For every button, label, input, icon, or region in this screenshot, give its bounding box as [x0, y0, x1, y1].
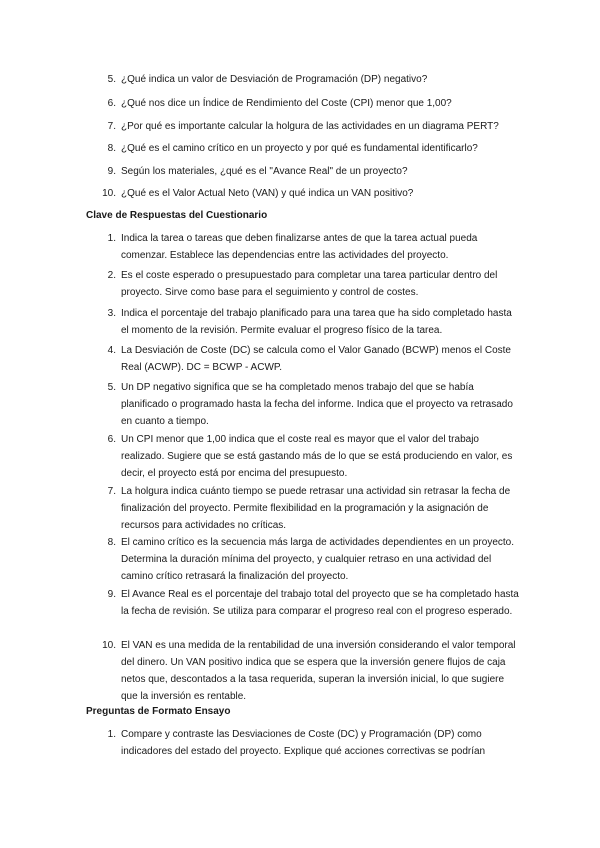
- question-number: 6.: [107, 98, 116, 109]
- answer-number: 2.: [107, 270, 116, 281]
- answer-text: El camino crítico es la secuencia más larga de actividades dependientes en un proyecto. Determina la duración mínima del proyecto, y cualquier retraso en una actividad del camino crítico retrasará la finalización del proyecto.: [121, 537, 515, 582]
- answer-number: 5.: [107, 382, 116, 393]
- answer-text: Indica la tarea o tareas que deben finalizarse antes de que la tarea actual pueda comenzar. Establece las dependencias entre las actividades del proyecto.: [121, 233, 478, 261]
- question-number: 7.: [107, 121, 116, 132]
- answer-number: 9.: [107, 589, 116, 600]
- answer-text: Es el coste esperado o presupuestado para completar una tarea particular dentro del proyecto. Sirve como base para el seguimiento y control de costes.: [121, 270, 498, 298]
- answer-key-heading: Clave de Respuestas del Cuestionario: [86, 210, 268, 221]
- question-text: ¿Qué indica un valor de Desviación de Programación (DP) negativo?: [121, 74, 428, 85]
- answer-text: El Avance Real es el porcentaje del trabajo total del proyecto que se ha completado hasta la fecha de revisión. Se utiliza para comparar el progreso real con el progreso esperado.: [121, 589, 519, 617]
- question-number: 9.: [107, 166, 116, 177]
- answer-number: 1.: [107, 233, 116, 244]
- essay-text: Compare y contraste las Desviaciones de Coste (DC) y Programación (DP) como indicadores del estado del proyecto. Explique qué acciones correctivas se podrían: [121, 729, 486, 757]
- essay-heading: Preguntas de Formato Ensayo: [86, 706, 231, 717]
- answer-text: Un CPI menor que 1,00 indica que el coste real es mayor que el valor del trabajo realizado. Sugiere que se está gastando más de lo que se está produciendo en valor, es decir, el proyecto está por encima del presupuesto.: [121, 434, 513, 479]
- answer-number: 10.: [102, 640, 116, 651]
- answer-text: Un DP negativo significa que se ha completado menos trabajo del que se había planificado o programado hasta la fecha del informe. Indica que el proyecto va retrasado en cuanto a tiempo.: [121, 382, 513, 427]
- question-text: Según los materiales, ¿qué es el "Avance Real" de un proyecto?: [121, 166, 408, 177]
- answer-text: La Desviación de Coste (DC) se calcula como el Valor Ganado (BCWP) menos el Coste Real (ACWP). DC = BCWP - ACWP.: [121, 345, 511, 373]
- answer-number: 3.: [107, 308, 116, 319]
- answer-number: 7.: [107, 486, 116, 497]
- answer-number: 8.: [107, 537, 116, 548]
- question-text: ¿Por qué es importante calcular la holgura de las actividades en un diagrama PERT?: [121, 121, 499, 132]
- essay-number: 1.: [107, 729, 116, 740]
- question-number: 8.: [107, 143, 116, 154]
- answer-text: Indica el porcentaje del trabajo planificado para una tarea que ha sido completado hasta el momento de la revisión. Permite evaluar el progreso físico de la tarea.: [121, 308, 512, 336]
- question-text: ¿Qué es el Valor Actual Neto (VAN) y qué indica un VAN positivo?: [121, 188, 414, 199]
- question-number: 5.: [107, 74, 116, 85]
- question-number: 10.: [102, 188, 116, 199]
- question-text: ¿Qué nos dice un Índice de Rendimiento del Coste (CPI) menor que 1,00?: [121, 98, 452, 109]
- answer-number: 4.: [107, 345, 116, 356]
- answer-text: El VAN es una medida de la rentabilidad de una inversión considerando el valor temporal del dinero. Un VAN positivo indica que se espera que la inversión genere flujos de caja netos que, descontados a la tasa requerida, superan la inversión inicial, lo que sugiere que la inversión es rentable.: [121, 640, 516, 702]
- answer-number: 6.: [107, 434, 116, 445]
- question-text: ¿Qué es el camino crítico en un proyecto y por qué es fundamental identificarlo?: [121, 143, 478, 154]
- answer-text: La holgura indica cuánto tiempo se puede retrasar una actividad sin retrasar la fecha de finalización del proyecto. Permite flexibilidad en la programación y la asignación de recursos para actividades no críticas.: [121, 486, 511, 531]
